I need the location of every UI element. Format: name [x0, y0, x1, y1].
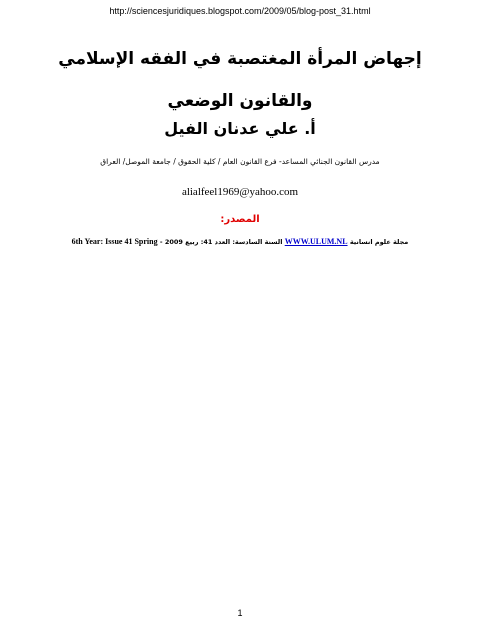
page-number: 1 [237, 608, 243, 618]
source-label: المصدر: [220, 214, 260, 225]
author-email: alialfeel1969@yahoo.com [181, 186, 299, 198]
citation-line: مجلة علوم انسانية WWW.ULUM.NL السنة السادسة: العدد 41: ربيع 2009 - 6th Year: Issue 41 Spring [71, 237, 409, 246]
citation-issue-en: 6th Year: Issue 41 Spring [71, 237, 158, 246]
author-affiliation: مدرس القانون الجنائي المساعد- فرع القانون العام / كلية الحقوق / جامعة الموصل/ العراق [100, 157, 380, 166]
citation-journal: مجلة علوم انسانية [349, 238, 409, 246]
author-name: أ. علي عدنان الفيل [164, 119, 316, 138]
citation-link[interactable]: WWW.ULUM.NL [284, 237, 348, 246]
citation-issue-ar: السنة السادسة: العدد 41: ربيع 2009 [164, 238, 283, 246]
document-title: إجهاض المرأة المغتصبة في الفقه الإسلامي والقانون الوضعي [58, 49, 422, 111]
source-url: http://sciencesjuridiques.blogspot.com/2009/05/blog-post_31.html [109, 6, 371, 16]
